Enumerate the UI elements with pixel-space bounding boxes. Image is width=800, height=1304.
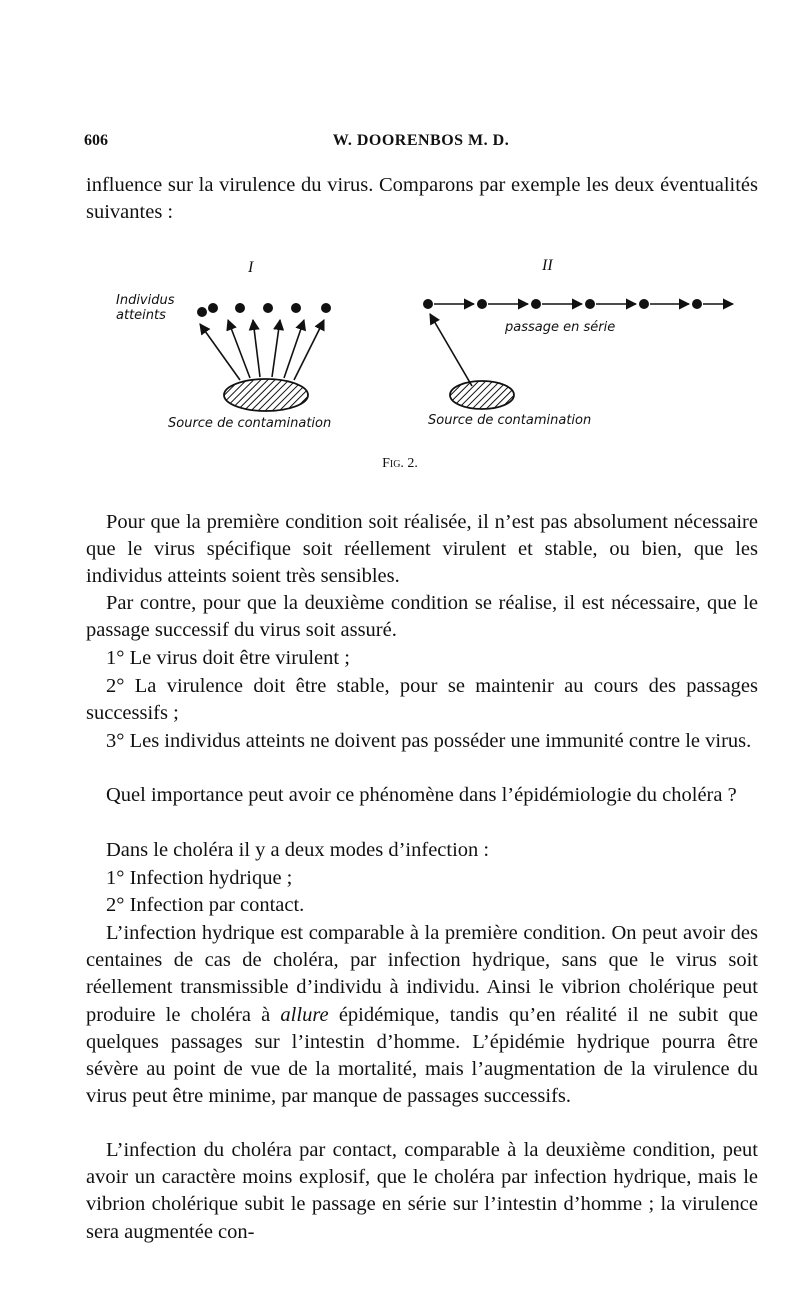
individual-dot <box>291 303 301 313</box>
paragraph-contact: L’infection du choléra par contact, comparable à la deuxième condition, peut avoir un caractère moins explosif, que le choléra par infection hydrique, mais le vibrion cholérique subit le passage en série sur l’intestin d’homme ; la virulence sera augmentée con- <box>86 1139 758 1243</box>
hydric-text-start: L’infection hydrique est comparable à la première condition. On peut avoir des centaines de cas de choléra, par infection hydrique, sans que le virus soit réellement transmissible d’individu à individu. Ainsi le vibrion cholérique peut produire le choléra à <box>86 922 758 1026</box>
source-label-2: Source de contamination <box>428 413 592 428</box>
contamination-source-1 <box>224 379 308 411</box>
affected-label-line2: atteints <box>116 308 166 323</box>
figure-caption: Fig. 2. <box>382 456 418 471</box>
paragraph-1: Pour que la première condition soit réalisée, il n’est pas absolument nécessaire que le virus spécifique soit réellement virulent et stable, ou bien, que les individus atteints soient très sensibles. <box>86 511 758 588</box>
modes-paragraph: Dans le choléra il y a deux modes d’infection : <box>106 839 490 861</box>
mode-2: 2° Infection par contact. <box>106 894 305 916</box>
panel-2-label: II <box>542 257 553 274</box>
individual-dot <box>477 299 487 309</box>
individual-dot <box>639 299 649 309</box>
series-label: passage en série <box>505 320 616 335</box>
panel-1-diagram <box>197 303 331 411</box>
page-header <box>84 132 758 156</box>
contamination-source-2 <box>450 381 514 409</box>
individual-dot <box>197 307 207 317</box>
running-title: W. DOORENBOS M. D. <box>332 132 510 149</box>
individual-dot <box>235 303 245 313</box>
individual-dot <box>263 303 273 313</box>
individual-dot <box>208 303 218 313</box>
individual-dot <box>423 299 433 309</box>
mode-1: 1° Infection hydrique ; <box>106 867 293 889</box>
question-paragraph: Quel importance peut avoir ce phénomène dans l’épidémiologie du choléra ? <box>106 784 737 806</box>
affected-label-line1: Individus <box>116 293 175 308</box>
condition-1: 1° Le virus doit être virulent ; <box>106 647 350 669</box>
condition-2: 2° La virulence doit être stable, pour se maintenir au cours des passages successifs ; <box>86 675 758 725</box>
hydric-italic-word: allure <box>280 1003 329 1026</box>
panel-2-diagram <box>423 299 733 409</box>
individual-dot <box>585 299 595 309</box>
condition-3: 3° Les individus atteints ne doivent pas posséder une immunité contre le virus. <box>106 730 752 752</box>
paragraph-hydric <box>86 920 758 1110</box>
hydric-text-end: épidémique, tandis qu’en réalité il ne subit que quelques passages sur l’intestin d’homme. L’épidémie hydrique pourra être sévère au point de vue de la mortalité, mais l’augmentation de la virulence du virus peut être minime, par manque de passages successifs. <box>86 1003 758 1108</box>
intro-paragraph: influence sur la virulence du virus. Comparons par exemple les deux éventualités suivantes : <box>86 174 758 224</box>
individual-dot <box>321 303 331 313</box>
paragraph-2: Par contre, pour que la deuxième condition se réalise, il est nécessaire, que le passage successif du virus soit assuré. <box>86 592 758 642</box>
figure-2 <box>100 250 750 450</box>
page-number: 606 <box>84 132 108 149</box>
individual-dot <box>531 299 541 309</box>
individual-dot <box>692 299 702 309</box>
panel-1-label: I <box>248 259 254 276</box>
source-label-1: Source de contamination <box>168 416 332 431</box>
